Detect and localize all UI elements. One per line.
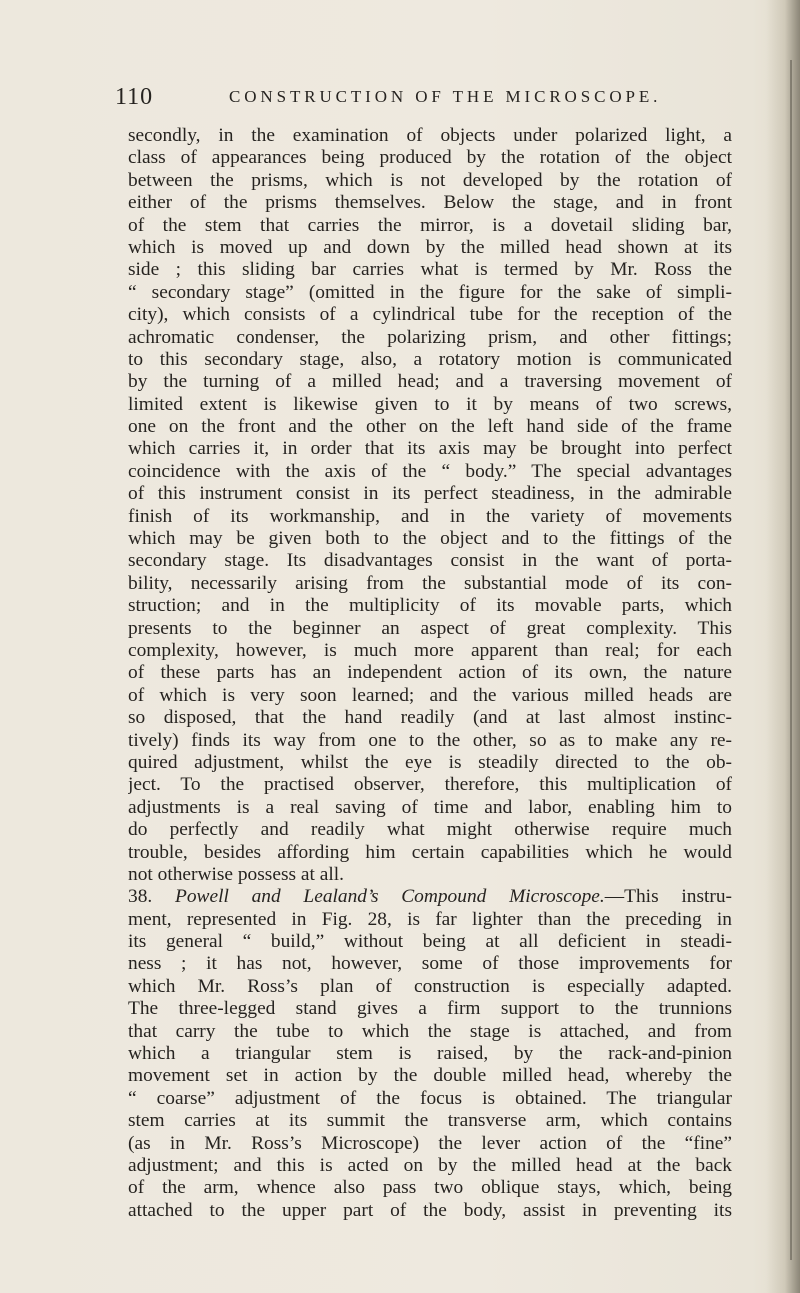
text-line: presents to the beginner an aspect of great complexity. This bbox=[128, 617, 732, 639]
page-edge-shadow bbox=[766, 0, 800, 1293]
text-line: which is moved up and down by the milled head shown at its bbox=[128, 236, 732, 258]
paragraph-2 bbox=[128, 909, 732, 1222]
text-line: struction; and in the multiplicity of its movable parts, which bbox=[128, 595, 732, 617]
text-line: tively) finds its way from one to the other, so as to make any re- bbox=[128, 729, 732, 751]
text-line: adjustment; and this is acted on by the milled head at the back bbox=[128, 1154, 732, 1176]
text-line: “ secondary stage” (omitted in the figure for the sake of simpli- bbox=[128, 281, 732, 303]
text-line: of the arm, whence also pass two oblique stays, which, being bbox=[128, 1177, 732, 1199]
text-line: achromatic condenser, the polarizing prism, and other fittings; bbox=[128, 326, 732, 348]
text-line: that carry the tube to which the stage is attached, and from bbox=[128, 1020, 732, 1042]
text-line: quired adjustment, whilst the eye is steadily directed to the ob- bbox=[128, 751, 732, 773]
section-first-line-rest: —This instru- bbox=[604, 886, 732, 908]
text-line: bility, necessarily arising from the substantial mode of its con- bbox=[128, 572, 732, 594]
text-line: one on the front and the other on the left hand side of the frame bbox=[128, 416, 732, 438]
text-line: ment, represented in Fig. 28, is far lighter than the preceding in bbox=[128, 908, 732, 930]
text-line: “ coarse” adjustment of the focus is obtained. The triangular bbox=[128, 1087, 732, 1109]
text-line: limited extent is likewise given to it by means of two screws, bbox=[128, 393, 732, 415]
text-line: of the stem that carries the mirror, is a dovetail sliding bar, bbox=[128, 214, 732, 236]
text-line: either of the prisms themselves. Below the stage, and in front bbox=[128, 192, 732, 214]
text-line: trouble, besides affording him certain capabilities which he would bbox=[128, 841, 732, 863]
text-line: of this instrument consist in its perfect steadiness, in the admirable bbox=[128, 483, 732, 505]
text-line: stem carries at its summit the transverse arm, which contains bbox=[128, 1110, 732, 1132]
section-number: 38. bbox=[128, 886, 153, 908]
text-line: to this secondary stage, also, a rotatory motion is communicated bbox=[128, 348, 732, 370]
text-line: of which is very soon learned; and the various milled heads are bbox=[128, 684, 732, 706]
text-line: ject. To the practised observer, therefore, this multiplication of bbox=[128, 774, 732, 796]
text-line: complexity, however, is much more apparent than real; for each bbox=[128, 639, 732, 661]
text-line: secondly, in the examination of objects under polarized light, a bbox=[128, 125, 732, 146]
text-line: which may be given both to the object and to the fittings of the bbox=[128, 528, 732, 550]
section-title: Powell and Lealand’s Compound Microscope. bbox=[175, 886, 605, 908]
text-line: ness ; it has not, however, some of those improvements for bbox=[128, 953, 732, 975]
text-line: by the turning of a milled head; and a traversing movement of bbox=[128, 371, 732, 393]
paragraph-1 bbox=[128, 125, 732, 886]
page-number: 110 bbox=[115, 84, 154, 110]
text-line: The three-legged stand gives a firm support to the trunnions bbox=[128, 998, 732, 1020]
text-line: side ; this sliding bar carries what is termed by Mr. Ross the bbox=[128, 259, 732, 281]
text-line: class of appearances being produced by the rotation of the object bbox=[128, 147, 732, 169]
text-line: which carries it, in order that its axis may be brought into perfect bbox=[128, 438, 732, 460]
text-line: its general “ build,” without being at all deficient in steadi- bbox=[128, 931, 732, 953]
running-title: CONSTRUCTION OF THE MICROSCOPE. bbox=[229, 87, 662, 106]
running-head bbox=[115, 84, 675, 114]
text-line: city), which consists of a cylindrical tube for the reception of the bbox=[128, 304, 732, 326]
text-line: attached to the upper part of the body, assist in preventing its bbox=[128, 1199, 732, 1221]
text-line: so disposed, that the hand readily (and at last almost instinc- bbox=[128, 707, 732, 729]
text-line: which Mr. Ross’s plan of construction is especially adapted. bbox=[128, 975, 732, 997]
text-line: do perfectly and readily what might otherwise require much bbox=[128, 819, 732, 841]
binding-edge bbox=[790, 60, 792, 1260]
text-line: finish of its workmanship, and in the variety of movements bbox=[128, 505, 732, 527]
text-line: of these parts has an independent action of its own, the nature bbox=[128, 662, 732, 684]
text-line: adjustments is a real saving of time and labor, enabling him to bbox=[128, 796, 732, 818]
section-38-heading-line bbox=[128, 886, 732, 908]
text-line: between the prisms, which is not developed by the rotation of bbox=[128, 169, 732, 191]
text-line: not otherwise possess at all. bbox=[128, 863, 344, 885]
text-line: coincidence with the axis of the “ body.” The special advantages bbox=[128, 460, 732, 482]
text-line: which a triangular stem is raised, by the rack-and-pinion bbox=[128, 1043, 732, 1065]
body-text bbox=[128, 125, 732, 1222]
text-line: secondary stage. Its disadvantages consist in the want of porta- bbox=[128, 550, 732, 572]
text-line: movement set in action by the double milled head, whereby the bbox=[128, 1065, 732, 1087]
text-line: (as in Mr. Ross’s Microscope) the lever action of the “fine” bbox=[128, 1132, 732, 1154]
